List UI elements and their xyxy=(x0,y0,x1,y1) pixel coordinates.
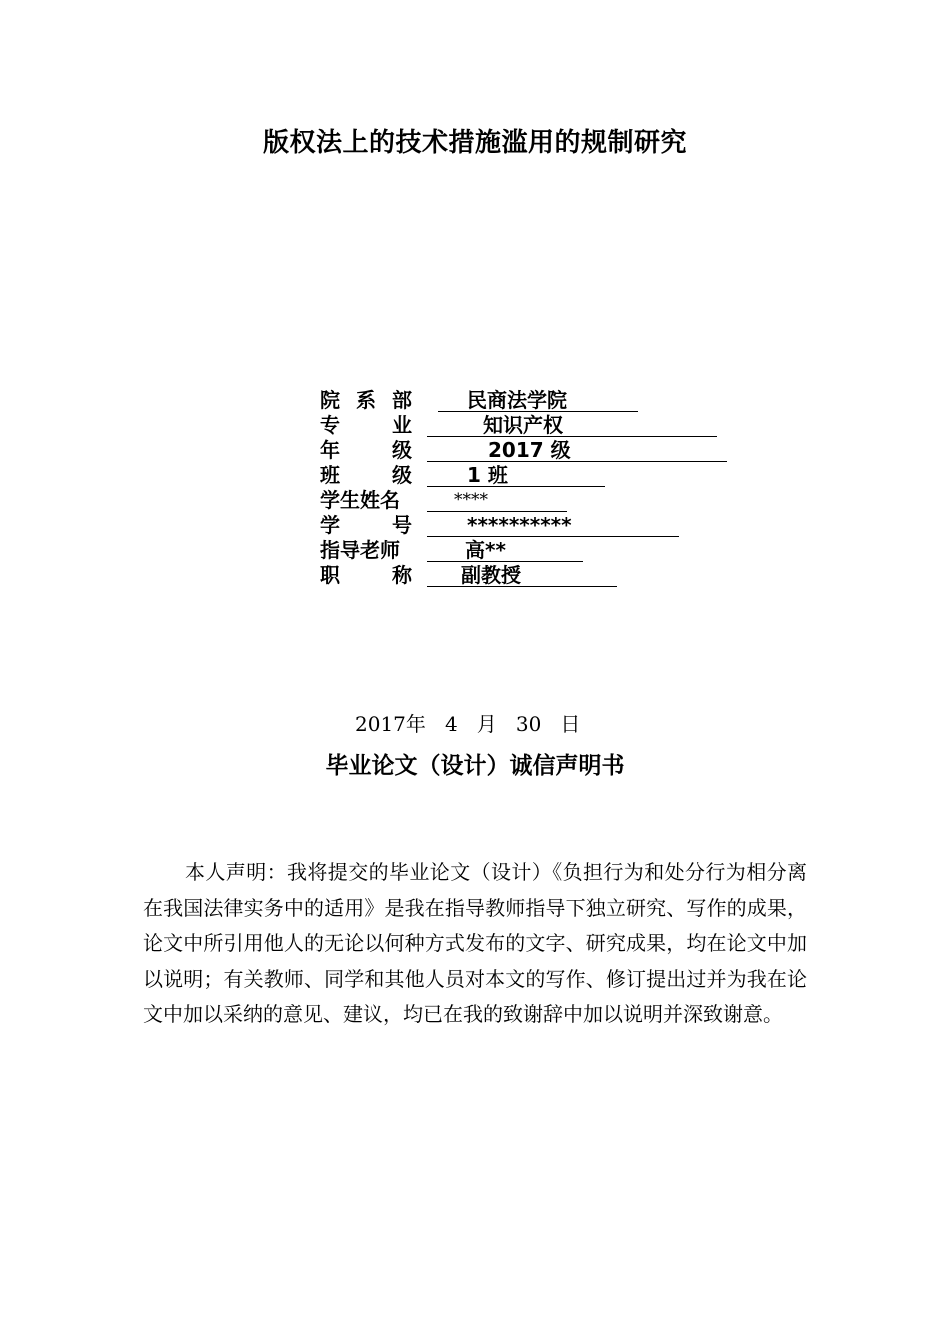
label-char: 系 xyxy=(356,388,376,412)
info-value-student-name: **** xyxy=(454,490,488,510)
label-char: 职 xyxy=(320,563,340,587)
label-char: 号 xyxy=(392,513,412,537)
info-value-class: 1 班 xyxy=(467,463,508,487)
declaration-body: 本人声明：我将提交的毕业论文（设计）《负担行为和处分行为相分离在我国法律实务中的适用》是我在指导教师指导下独立研究、写作的成果，论文中所引用他人的无论以何种方式发布的文字、研究成果，均在论文中加以说明；有关教师、同学和其他人员对本文的写作、修订提出过并为我在论文中加以采纳的意见、建议，均已在我的致谢辞中加以说明并深致谢意。 xyxy=(143,860,807,1026)
underline xyxy=(427,436,717,437)
info-label-advisor: 指导老师 xyxy=(320,538,400,562)
info-row-major xyxy=(320,413,740,438)
date-year-unit: 年 xyxy=(405,712,426,736)
info-value-major: 知识产权 xyxy=(483,413,563,437)
info-value-department: 民商法学院 xyxy=(467,388,567,412)
label-char: 专 xyxy=(320,413,340,437)
info-row-class xyxy=(320,463,740,488)
info-row-department xyxy=(320,388,740,413)
info-label-class xyxy=(320,463,412,488)
declaration-title: 毕业论文（设计）诚信声明书 xyxy=(325,753,625,779)
label-char: 业 xyxy=(392,413,412,437)
date-month: 4 xyxy=(444,712,458,736)
info-label-department xyxy=(320,388,412,413)
label-char: 部 xyxy=(392,388,412,412)
info-label-student-id xyxy=(320,513,412,538)
label-char: 称 xyxy=(392,563,412,587)
info-row-advisor xyxy=(320,538,740,563)
label-char: 年 xyxy=(320,438,340,462)
label-char: 级 xyxy=(392,438,412,462)
date-month-unit: 月 xyxy=(476,712,497,736)
underline xyxy=(427,461,727,462)
info-label-major xyxy=(320,413,412,438)
underline xyxy=(427,486,605,487)
label-char: 学 xyxy=(320,513,340,537)
page-title: 版权法上的技术措施滥用的规制研究 xyxy=(262,128,687,158)
info-row-student-name xyxy=(320,488,740,513)
info-label-grade xyxy=(320,438,412,463)
info-table xyxy=(320,388,740,588)
date-day: 30 xyxy=(515,712,542,736)
underline xyxy=(427,586,617,587)
info-label-title-rank xyxy=(320,563,412,588)
info-value-student-id: ********** xyxy=(467,513,572,537)
info-row-title-rank xyxy=(320,563,740,588)
date-line xyxy=(355,710,580,738)
info-row-grade xyxy=(320,438,740,463)
info-row-student-id xyxy=(320,513,740,538)
underline xyxy=(427,511,567,512)
info-label-student-name: 学生姓名 xyxy=(320,488,400,512)
label-char: 级 xyxy=(392,463,412,487)
info-value-title-rank: 副教授 xyxy=(461,563,521,587)
info-value-grade: 2017 级 xyxy=(488,438,571,462)
date-year: 2017 xyxy=(355,712,406,736)
date-day-unit: 日 xyxy=(560,712,581,736)
label-char: 院 xyxy=(320,388,340,412)
label-char: 班 xyxy=(320,463,340,487)
info-value-advisor: 高** xyxy=(465,538,506,562)
